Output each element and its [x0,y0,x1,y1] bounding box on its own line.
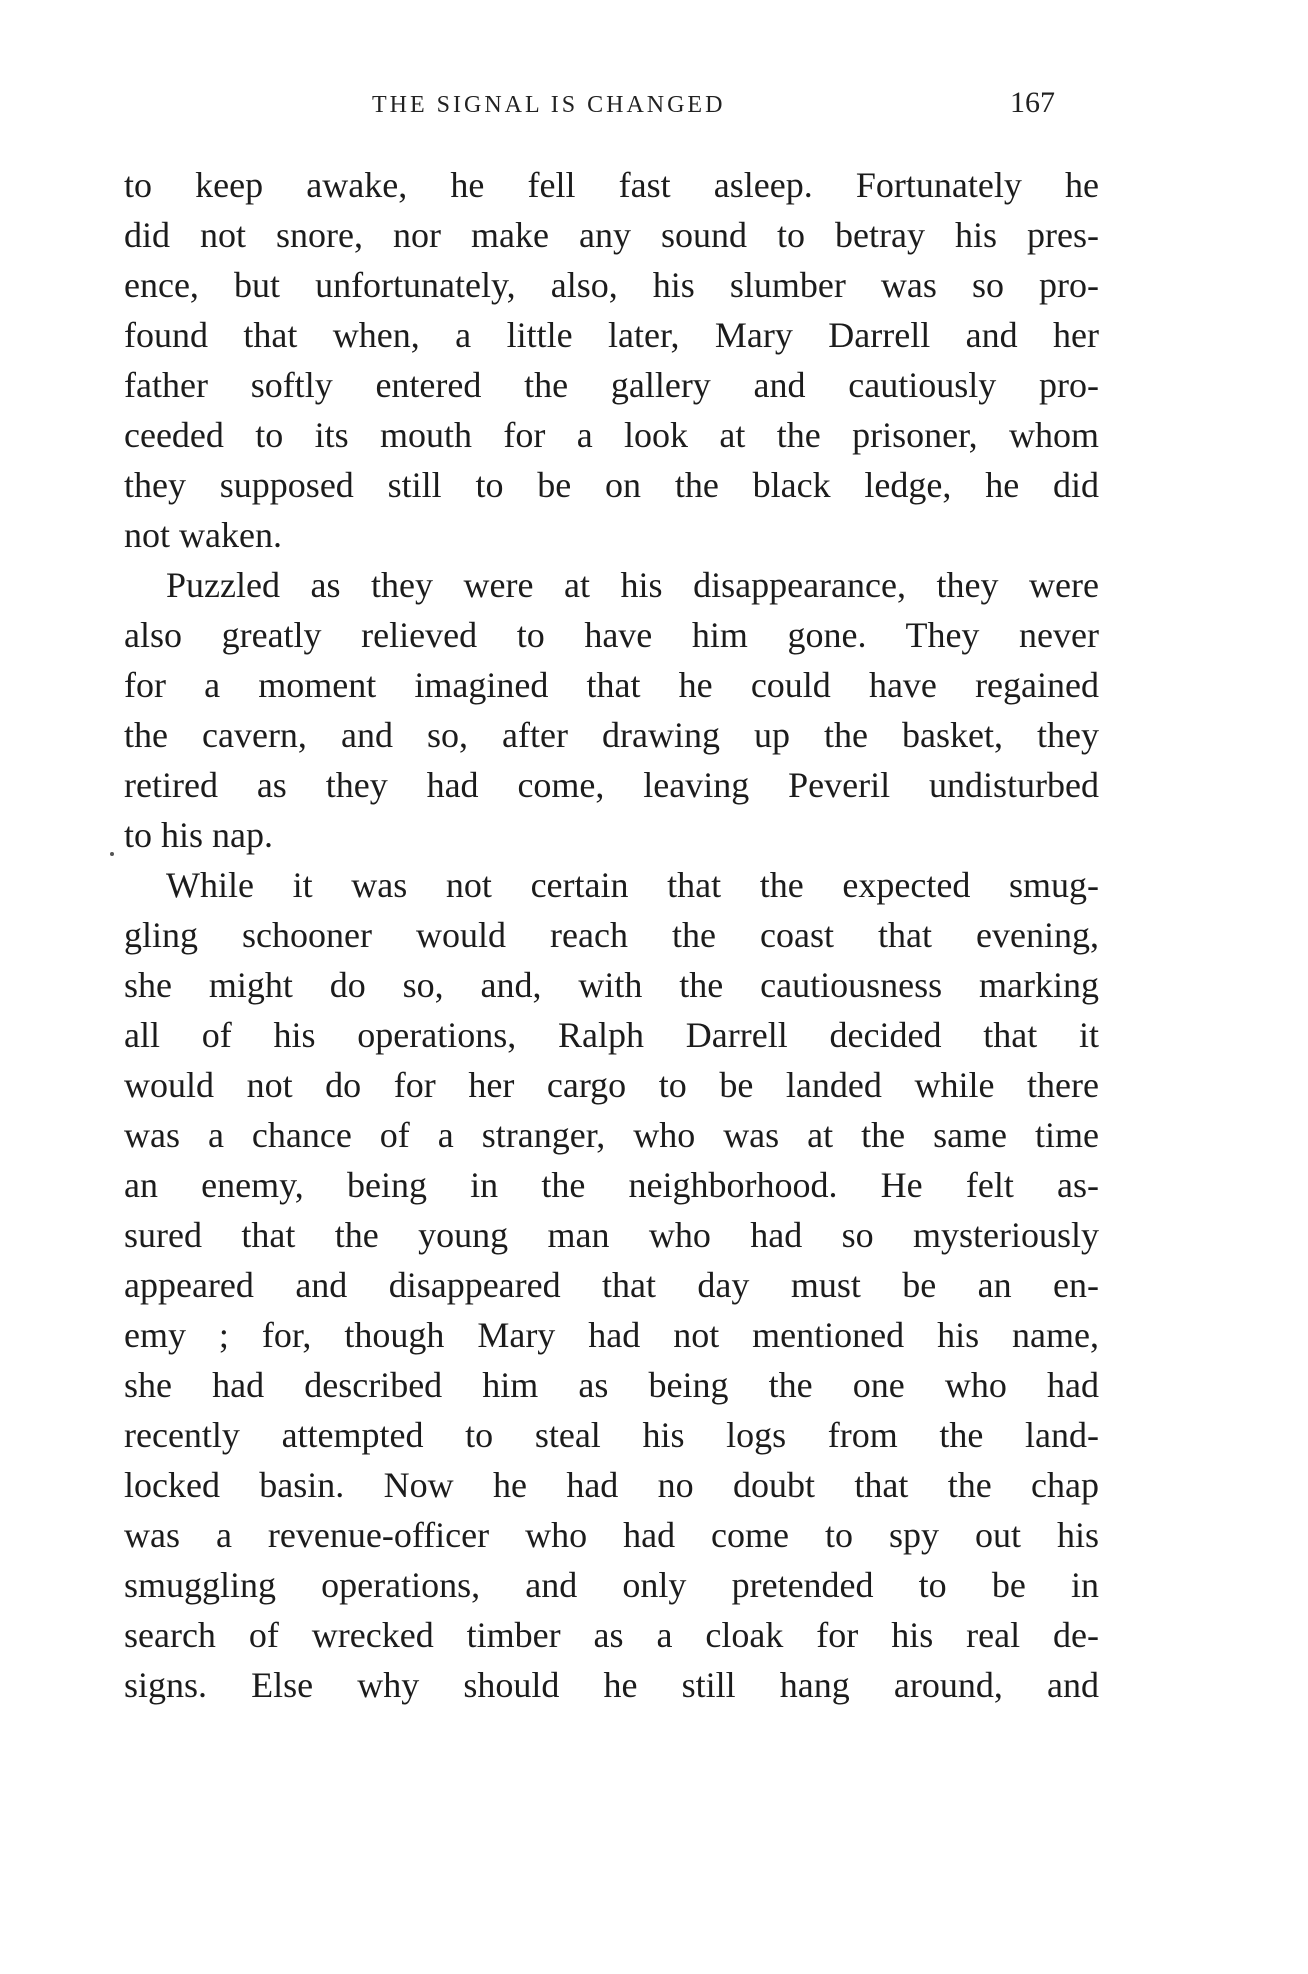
text-line: found that when, a little later, Mary Darrell and her [124,315,1099,355]
running-title: THE SIGNAL IS CHANGED [372,92,726,118]
text-line: ceeded to its mouth for a look at the prisoner, whom [124,415,1099,455]
text-line: to his nap. [124,815,273,855]
text-line: all of his operations, Ralph Darrell decided that it [124,1015,1099,1055]
text-line: she had described him as being the one who had [124,1365,1099,1405]
text-line: retired as they had come, leaving Peveril undisturbed [124,765,1099,805]
text-line: to keep awake, he fell fast asleep. Fortunately he [124,165,1099,205]
text-line: sured that the young man who had so mysteriously [124,1215,1099,1255]
text-line: While it was not certain that the expected smug- [166,865,1099,905]
text-line: was a chance of a stranger, who was at the same time [124,1115,1099,1155]
text-line: also greatly relieved to have him gone. They never [124,615,1099,655]
text-line: the cavern, and so, after drawing up the basket, they [124,715,1099,755]
text-line: signs. Else why should he still hang around, and [124,1665,1099,1705]
text-line: Puzzled as they were at his disappearance, they were [166,565,1099,605]
text-line: search of wrecked timber as a cloak for his real de- [124,1615,1099,1655]
text-line: emy ; for, though Mary had not mentioned his name, [124,1315,1099,1355]
text-line: ence, but unfortunately, also, his slumber was so pro- [124,265,1099,305]
text-line: was a revenue-officer who had come to spy out his [124,1515,1099,1555]
page-number: 167 [1010,86,1055,119]
print-speck [110,852,114,856]
text-line: for a moment imagined that he could have regained [124,665,1099,705]
text-line: she might do so, and, with the cautiousness marking [124,965,1099,1005]
body-text [124,160,1099,1710]
text-line: an enemy, being in the neighborhood. He felt as- [124,1165,1099,1205]
text-line: locked basin. Now he had no doubt that the chap [124,1465,1099,1505]
text-line: they supposed still to be on the black ledge, he did [124,465,1099,505]
text-line: appeared and disappeared that day must be an en- [124,1265,1099,1305]
text-line: did not snore, nor make any sound to betray his pres- [124,215,1099,255]
text-line: would not do for her cargo to be landed while there [124,1065,1099,1105]
text-line: gling schooner would reach the coast that evening, [124,915,1099,955]
text-line: recently attempted to steal his logs from the land- [124,1415,1099,1455]
text-line: not waken. [124,515,282,555]
text-line: smuggling operations, and only pretended to be in [124,1565,1099,1605]
text-line: father softly entered the gallery and cautiously pro- [124,365,1099,405]
